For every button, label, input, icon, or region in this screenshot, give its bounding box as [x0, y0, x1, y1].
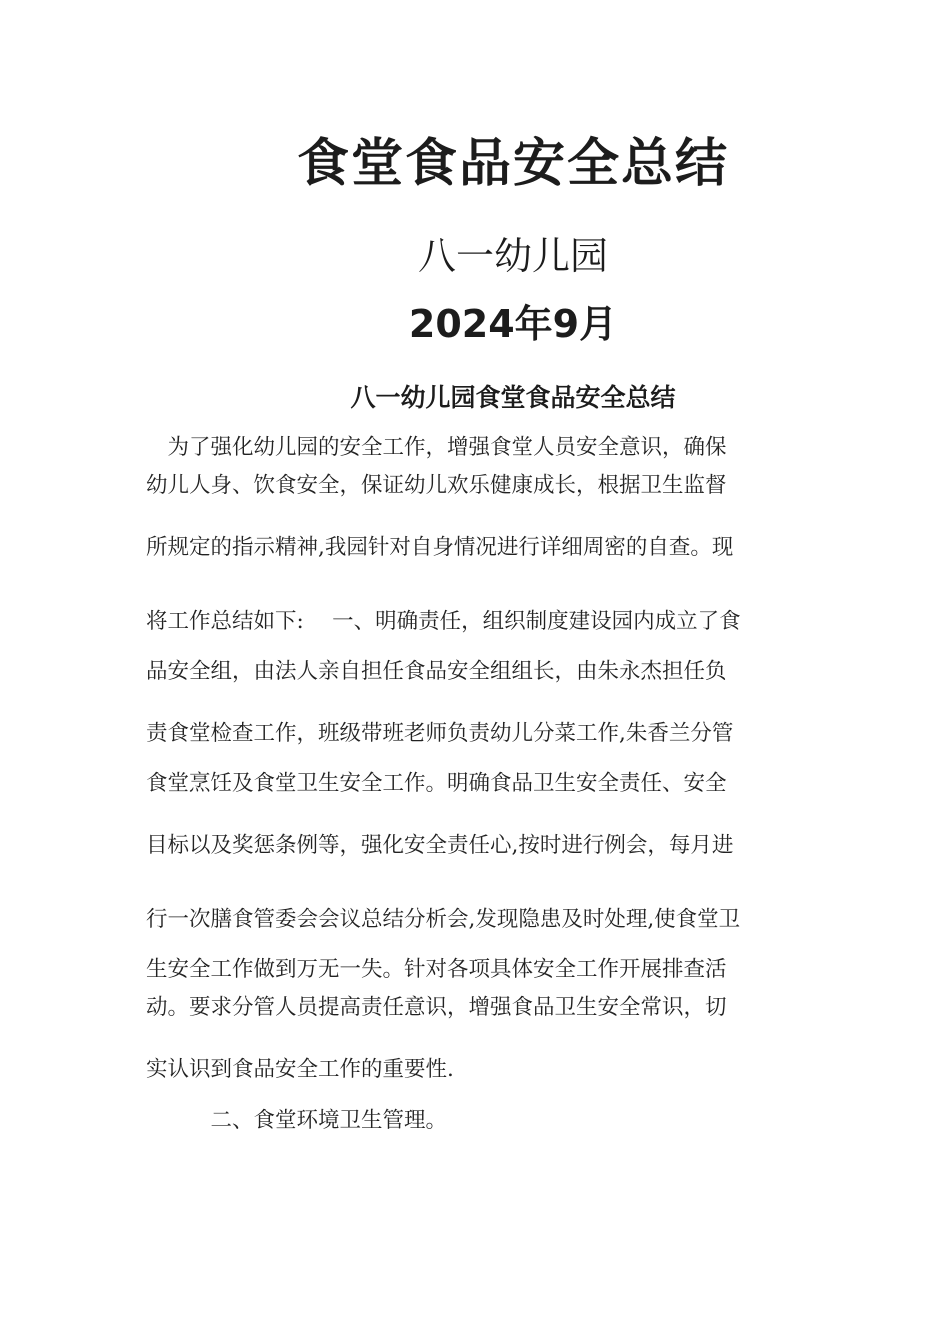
- body-line-8: 目标以及奖惩条例等，强化安全责任心,按时进行例会，每月进: [146, 833, 734, 858]
- section-heading: 八一幼儿园食堂食品安全总结: [350, 383, 676, 412]
- body-line-6: 责食堂检查工作，班级带班老师负责幼儿分菜工作,朱香兰分管: [146, 721, 734, 746]
- body-line-10: 生安全工作做到万无一失。针对各项具体安全工作开展排查活: [146, 957, 727, 982]
- document-date: 2024年9月: [408, 302, 618, 346]
- body-line-3: 所规定的指示精神,我园针对自身情况进行详细周密的自查。现: [146, 535, 734, 560]
- body-line-11: 动。要求分管人员提高责任意识，增强食品卫生安全常识，切: [146, 995, 727, 1020]
- organization-name: 八一幼儿园: [417, 234, 608, 278]
- body-line-5: 品安全组，由法人亲自担任食品安全组组长，由朱永杰担任负: [146, 659, 727, 684]
- body-line-7: 食堂烹饪及食堂卫生安全工作。明确食品卫生安全责任、安全: [146, 771, 727, 796]
- document-title: 食堂食品安全总结: [296, 134, 729, 194]
- body-line-13: 二、食堂环境卫生管理。: [146, 1108, 448, 1133]
- body-line-9: 行一次膳食管委会会议总结分析会,发现隐患及时处理,使食堂卫: [146, 907, 741, 932]
- body-line-4: 将工作总结如下: 一、明确责任，组织制度建设园内成立了食: [146, 609, 741, 634]
- body-line-12: 实认识到食品安全工作的重要性.: [146, 1057, 454, 1082]
- body-line-1: 为了强化幼儿园的安全工作，增强食堂人员安全意识，确保: [146, 435, 727, 460]
- body-line-2: 幼儿人身、饮食安全，保证幼儿欢乐健康成长，根据卫生监督: [146, 473, 727, 498]
